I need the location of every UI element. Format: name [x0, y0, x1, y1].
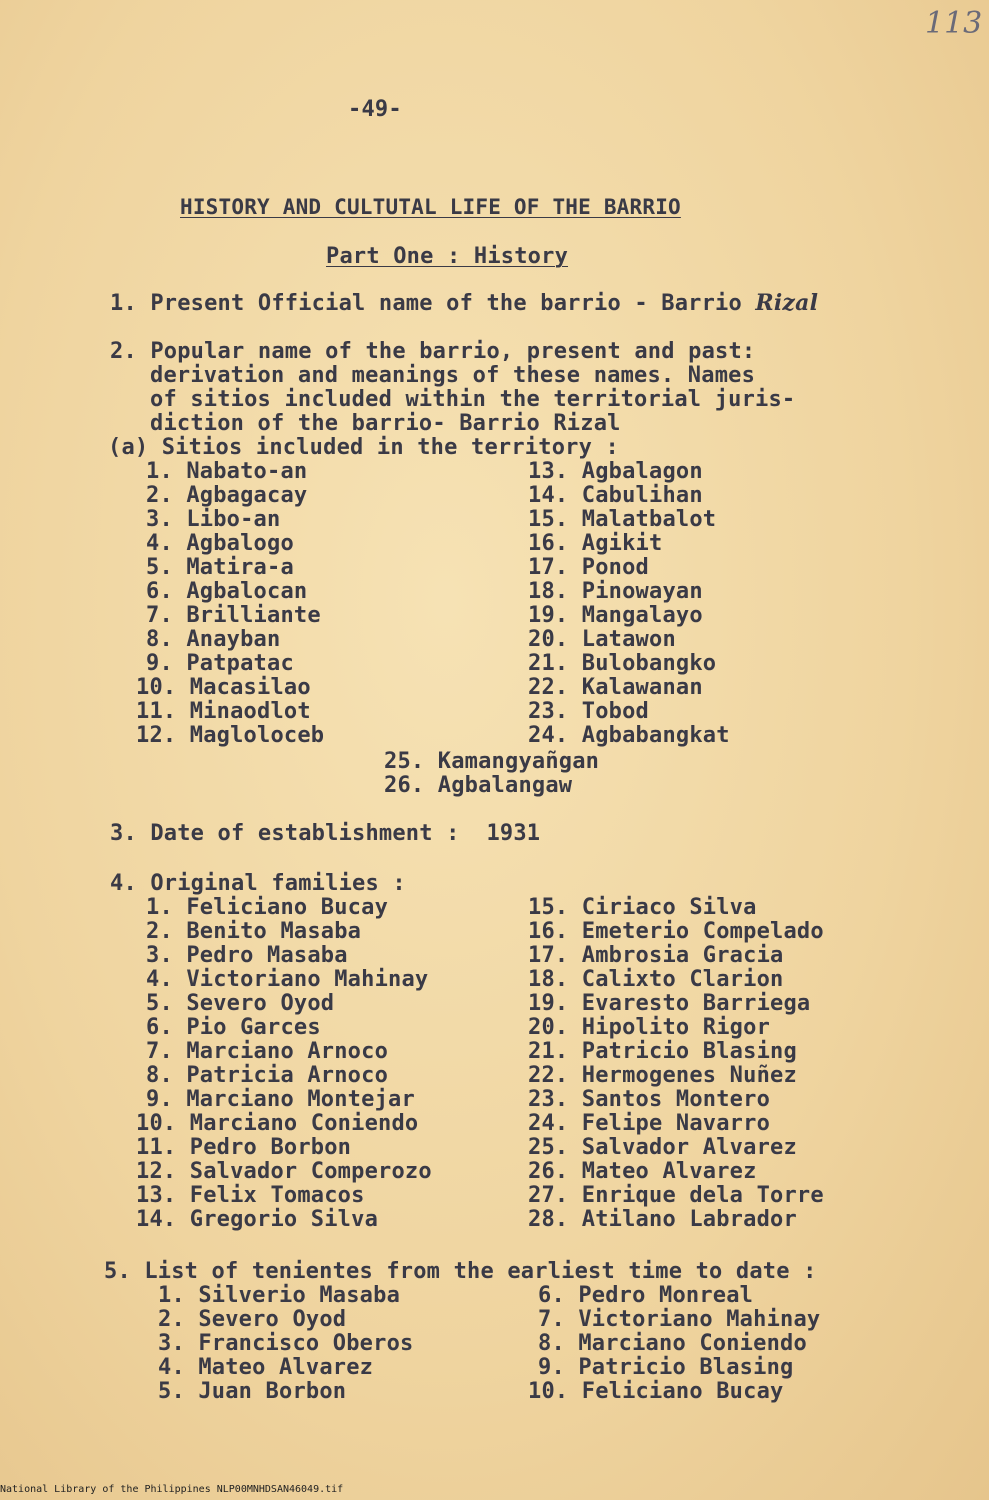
list-item: 26. Agbalangaw: [384, 773, 573, 798]
list-item: 8. Anayban: [146, 627, 281, 652]
list-item: 18. Pinowayan: [528, 579, 703, 604]
question-2-line-2: derivation and meanings of these names. Names: [150, 363, 756, 388]
list-item: 2. Agbagacay: [146, 483, 308, 508]
families-left-list: [136, 895, 432, 1232]
list-item: 27. Enrique dela Torre: [528, 1183, 824, 1208]
sitios-extra-list: [384, 750, 599, 798]
page-number: -49-: [348, 97, 402, 122]
list-item: 13. Agbalagon: [528, 459, 703, 484]
list-item: 5. Juan Borbon: [158, 1379, 347, 1404]
question-1-text: 1. Present Official name of the barrio - Barrio: [110, 291, 742, 316]
list-item: 8. Patricia Arnoco: [146, 1063, 389, 1088]
list-item: 7. Brilliante: [146, 603, 321, 628]
tenientes-left-list: [158, 1284, 413, 1404]
list-item: 5. Severo Oyod: [146, 991, 335, 1016]
question-3-text: 3. Date of establishment :: [110, 821, 460, 846]
sitios-subhead: (a) Sitios included in the territory :: [108, 435, 619, 460]
list-item: 6. Pio Garces: [146, 1015, 321, 1040]
list-item: 3. Pedro Masaba: [146, 943, 348, 968]
title: HISTORY AND CULTUTAL LIFE OF THE BARRIO: [180, 195, 681, 219]
question-2-line-4: diction of the barrio- Barrio Rizal: [150, 411, 621, 436]
list-item: 2. Benito Masaba: [146, 919, 362, 944]
subtitle: Part One : History: [326, 244, 569, 269]
list-item: 24. Felipe Navarro: [528, 1111, 771, 1136]
list-item: 6. Agbalocan: [146, 579, 308, 604]
list-item: 3. Libo-an: [146, 507, 281, 532]
list-item: 20. Hipolito Rigor: [528, 1015, 771, 1040]
list-item: 9. Patricio Blasing: [538, 1355, 794, 1380]
list-item: 3. Francisco Oberos: [158, 1331, 414, 1356]
list-item: 28. Atilano Labrador: [528, 1207, 797, 1232]
question-1: [110, 291, 818, 316]
page-mark: 113: [925, 6, 983, 41]
list-item: 11. Pedro Borbon: [136, 1135, 352, 1160]
sitios-right-list: [528, 460, 730, 748]
list-item: 2. Severo Oyod: [158, 1307, 347, 1332]
list-item: 4. Agbalogo: [146, 531, 294, 556]
list-item: 1. Feliciano Bucay: [146, 895, 389, 920]
list-item: 11. Minaodlot: [136, 699, 311, 724]
list-item: 10. Feliciano Bucay: [528, 1379, 784, 1404]
list-item: 26. Mateo Alvarez: [528, 1159, 757, 1184]
list-item: 16. Emeterio Compelado: [528, 919, 824, 944]
list-item: 9. Marciano Montejar: [146, 1087, 415, 1112]
list-item: 5. Matira-a: [146, 555, 294, 580]
list-item: 25. Kamangyañgan: [384, 749, 600, 774]
list-item: 22. Hermogenes Nuñez: [528, 1063, 797, 1088]
list-item: 10. Marciano Coniendo: [136, 1111, 419, 1136]
list-item: 8. Marciano Coniendo: [538, 1331, 807, 1356]
families-right-list: [528, 896, 824, 1232]
question-5-heading: 5. List of tenientes from the earliest time to date :: [104, 1259, 817, 1284]
list-item: 12. Magloloceb: [136, 723, 325, 748]
list-item: 1. Nabato-an: [146, 459, 308, 484]
question-3: [110, 822, 540, 846]
list-item: 7. Marciano Arnoco: [146, 1039, 389, 1064]
list-item: 19. Evaresto Barriega: [528, 991, 811, 1016]
list-item: 23. Santos Montero: [528, 1087, 771, 1112]
list-item: 9. Patpatac: [146, 651, 294, 676]
list-item: 14. Cabulihan: [528, 483, 703, 508]
tenientes-right-list: [528, 1283, 821, 1404]
list-item: 24. Agbabangkat: [528, 723, 730, 748]
list-item: 20. Latawon: [528, 627, 676, 652]
list-item: 13. Felix Tomacos: [136, 1183, 365, 1208]
list-item: 4. Mateo Alvarez: [158, 1355, 374, 1380]
sitios-left-list: [136, 459, 325, 748]
list-item: 12. Salvador Comperozo: [136, 1159, 432, 1184]
establishment-year: 1931: [486, 821, 541, 846]
list-item: 21. Patricio Blasing: [528, 1039, 797, 1064]
list-item: 4. Victoriano Mahinay: [146, 967, 429, 992]
question-1-answer: Rizal: [755, 290, 819, 316]
question-2-line-3: of sitios included within the territorial juris-: [150, 387, 796, 412]
list-item: 22. Kalawanan: [528, 675, 703, 700]
list-item: 21. Bulobangko: [528, 651, 717, 676]
list-item: 23. Tobod: [528, 699, 650, 724]
list-item: 6. Pedro Monreal: [538, 1283, 754, 1308]
question-4-heading: 4. Original families :: [110, 871, 406, 896]
list-item: 10. Macasilao: [136, 675, 311, 700]
list-item: 18. Calixto Clarion: [528, 967, 784, 992]
list-item: 25. Salvador Alvarez: [528, 1135, 797, 1160]
archive-footer: National Library of the Philippines NLP00MNHDSAN46049.tif: [0, 1484, 344, 1495]
list-item: 1. Silverio Masaba: [158, 1283, 401, 1308]
list-item: 15. Ciriaco Silva: [528, 895, 757, 920]
list-item: 14. Gregorio Silva: [136, 1207, 379, 1232]
list-item: 7. Victoriano Mahinay: [538, 1307, 821, 1332]
list-item: 15. Malatbalot: [528, 507, 717, 532]
list-item: 19. Mangalayo: [528, 603, 703, 628]
list-item: 17. Ponod: [528, 555, 650, 580]
list-item: 16. Agikit: [528, 531, 663, 556]
question-2-line-1: 2. Popular name of the barrio, present and past:: [110, 339, 756, 364]
list-item: 17. Ambrosia Gracia: [528, 943, 784, 968]
